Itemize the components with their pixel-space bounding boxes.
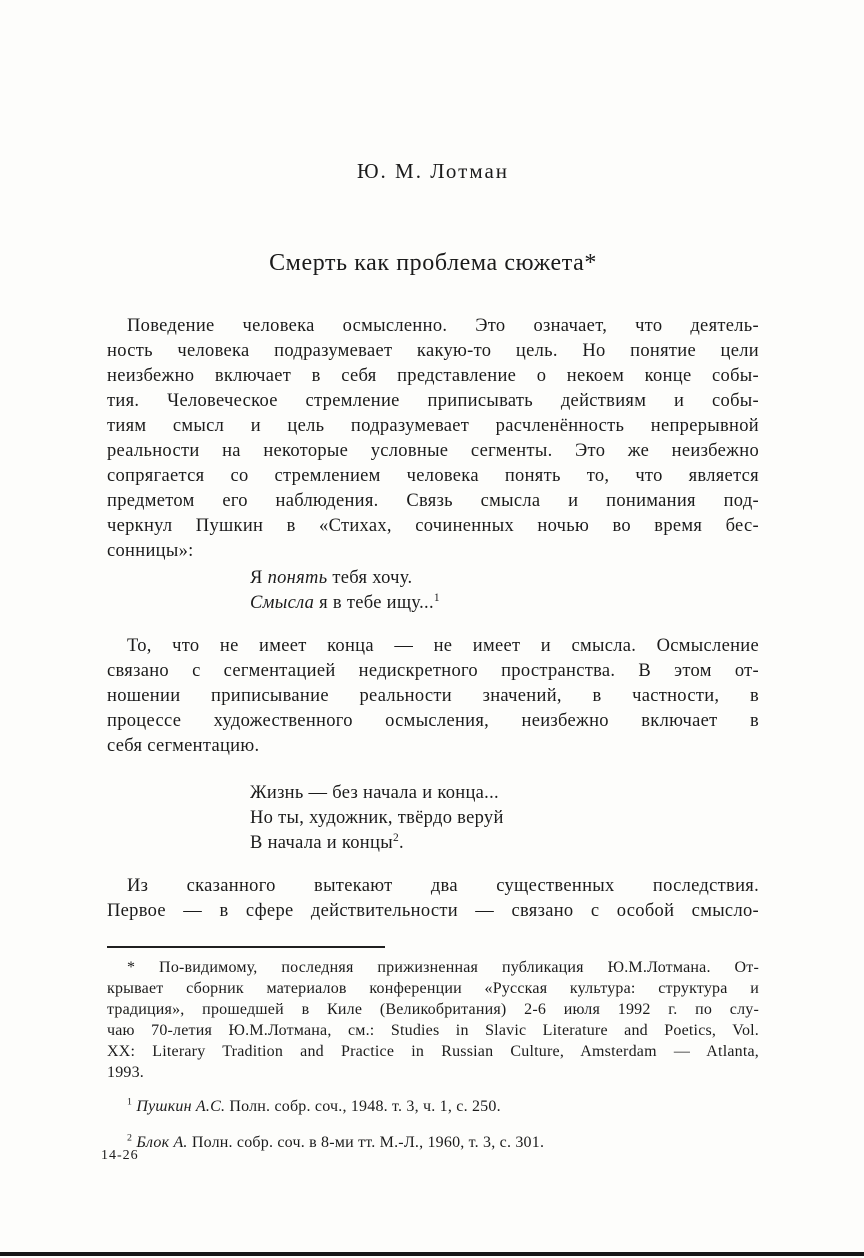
text-line: Из сказанного вытекают два существенных последствия. bbox=[127, 876, 759, 896]
scan-edge-artifact bbox=[0, 1252, 864, 1256]
text-segment: Пушкин А.С. bbox=[136, 1098, 226, 1115]
text-line: черкнул Пушкин в «Стихах, сочиненных ночью во время бес- bbox=[107, 516, 759, 536]
text-line: сонницы»: bbox=[107, 541, 194, 561]
print-signature: 14-26 bbox=[101, 1148, 139, 1163]
verse-line bbox=[250, 566, 759, 591]
footnote bbox=[107, 1132, 759, 1153]
text-segment: понять bbox=[267, 568, 328, 588]
text-segment: Я bbox=[250, 568, 268, 588]
superscript-ref: 1 bbox=[127, 1096, 133, 1108]
author-name: Ю. М. Лотман bbox=[356, 159, 510, 183]
text-line: тиям смысл и цель подразумевает расчленённость непрерывной bbox=[107, 416, 759, 436]
text-line: ношении приписывание реальности значений, в частности, в bbox=[107, 686, 759, 706]
text-line: ность человека подразумевает какую-то цель. Но понятие цели bbox=[107, 341, 759, 361]
body-paragraph bbox=[107, 874, 759, 924]
footnote-line: чаю 70-летия Ю.М.Лотмана, см.: Studies in Slavic Literature and Poetics, Vol. bbox=[107, 1022, 759, 1039]
text-line: процессе художественного осмысления, неизбежно включает в bbox=[107, 711, 759, 731]
footnote-line bbox=[107, 1132, 759, 1153]
verse-line bbox=[250, 591, 759, 616]
text-line: То, что не имеет конца — не имеет и смысла. Осмысление bbox=[127, 636, 759, 656]
footnote-separator bbox=[107, 946, 385, 948]
footnote-line: традиция», прошедшей в Киле (Великобритания) 2-6 июля 1992 г. по слу- bbox=[107, 1001, 759, 1018]
footnote bbox=[107, 957, 759, 1083]
superscript-ref: 2 bbox=[127, 1132, 133, 1144]
text-segment: В начала и концы bbox=[250, 833, 393, 853]
text-segment: Полн. собр. соч., 1948. т. 3, ч. 1, с. 250. bbox=[225, 1098, 501, 1115]
text-line: неизбежно включает в себя представление о некоем конце собы- bbox=[107, 366, 759, 386]
footnote-line: 1993. bbox=[107, 1064, 144, 1081]
verse-quote bbox=[250, 566, 759, 616]
superscript-ref: 2 bbox=[392, 831, 399, 844]
body-text bbox=[107, 314, 759, 924]
article-title: Смерть как проблема сюжета* bbox=[269, 250, 597, 276]
footnote-line bbox=[107, 1096, 759, 1117]
text-segment: я в тебе ищу... bbox=[314, 593, 434, 613]
footnote-line: крывает сборник материалов конференции «Русская культура: структура и bbox=[107, 980, 759, 997]
text-line: себя сегментацию. bbox=[107, 736, 260, 756]
text-line: связано с сегментацией недискретного пространства. В этом от- bbox=[107, 661, 759, 681]
text-segment: Полн. собр. соч. в 8-ми тт. М.-Л., 1960, т. 3, с. 301. bbox=[187, 1134, 545, 1151]
text-line: Поведение человека осмысленно. Это означает, что деятель- bbox=[127, 316, 759, 336]
text-line: сопрягается со стремлением человека понять то, что является bbox=[107, 466, 759, 486]
text-segment: Смысла bbox=[250, 593, 315, 613]
superscript-ref: 1 bbox=[433, 591, 440, 604]
verse-quote bbox=[250, 781, 759, 856]
verse-line: Жизнь — без начала и конца... bbox=[250, 783, 499, 803]
body-paragraph bbox=[107, 634, 759, 759]
footnotes bbox=[107, 957, 759, 1153]
text-column bbox=[107, 0, 759, 1153]
text-segment: Блок А. bbox=[136, 1134, 188, 1151]
verse-line: Но ты, художник, твёрдо веруй bbox=[250, 808, 504, 828]
verse-line bbox=[250, 831, 759, 856]
text-segment: тебя хочу. bbox=[327, 568, 413, 588]
text-line: тия. Человеческое стремление приписывать действиям и собы- bbox=[107, 391, 759, 411]
text-line: реальности на некоторые условные сегменты. Это же неизбежно bbox=[107, 441, 759, 461]
text-line: предметом его наблюдения. Связь смысла и понимания под- bbox=[107, 491, 759, 511]
footnote bbox=[107, 1096, 759, 1117]
footnote-line: * По-видимому, последняя прижизненная публикация Ю.М.Лотмана. От- bbox=[127, 959, 759, 976]
body-paragraph bbox=[107, 314, 759, 564]
footnote-line: XX: Literary Tradition and Practice in Russian Culture, Amsterdam — Atlanta, bbox=[107, 1043, 759, 1060]
text-segment: . bbox=[398, 833, 404, 853]
text-line: Первое — в сфере действительности — связано с особой смысло- bbox=[107, 901, 759, 921]
